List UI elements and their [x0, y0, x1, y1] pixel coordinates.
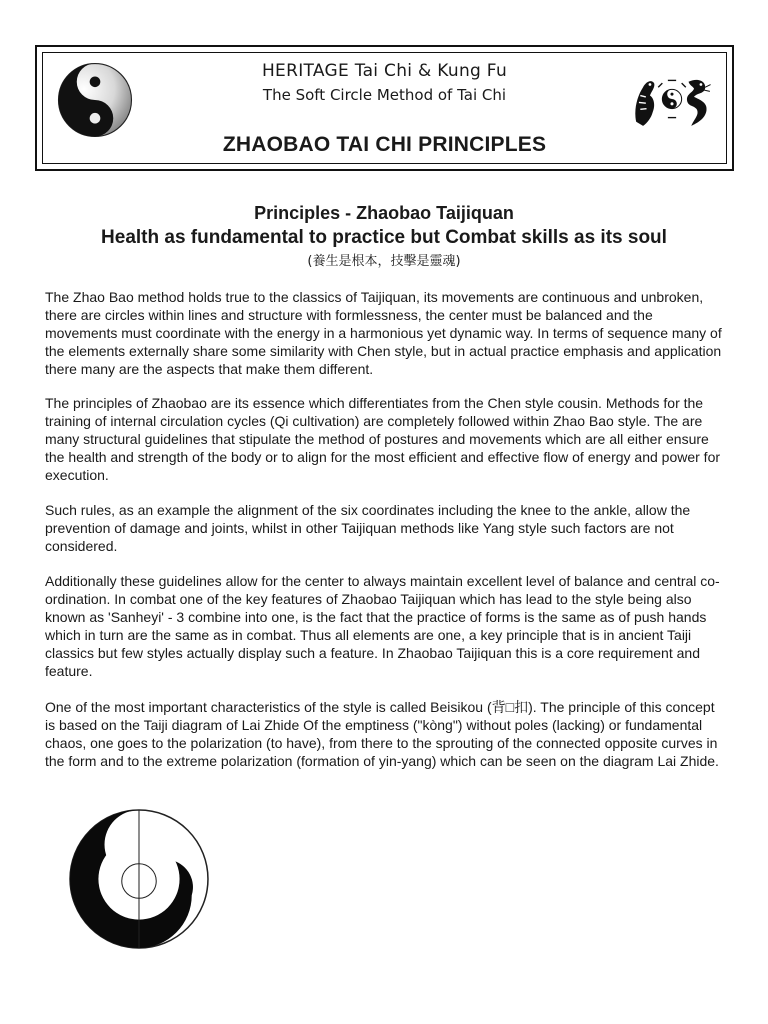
tiger-icon [635, 81, 654, 126]
paragraph-3: Such rules, as an example the alignment of the six coordinates including the knee to the ankle, allow the prevention of damage and joints, whilst in other Taijiquan methods like Yang style such factors are not considered. [45, 502, 691, 554]
header-box [35, 45, 734, 171]
lai-zhide-taiji-diagram [68, 808, 210, 950]
org-name: HERITAGE Tai Chi & Kung Fu [261, 61, 508, 81]
section-subheading: Health as fundamental to practice but Combat skills as its soul [101, 227, 667, 248]
org-tagline: The Soft Circle Method of Tai Chi [262, 86, 507, 104]
paragraph-1: The Zhao Bao method holds true to the classics of Taijiquan, its movements are continuous and unbroken, there are circles within lines and structure with formlessness, the center must be balanced and the movements must coordinate with the energy in a harmonious yet dynamic way. In terms of sequence many of the elements externally share some similarity with Chen style, but in actual practice emphasis and application there many are the aspects that make them different. [45, 289, 722, 377]
section-heading: Principles - Zhaobao Taijiquan [254, 203, 514, 223]
paragraph-2: The principles of Zhaobao are its essence which differentiates from the Chen style cousin. Methods for the training of internal circulation cycles (Qi cultivation) are completely followed within Zhao Bao style. The are many structural guidelines that stipulate the method of postures and movements which are all either ensure the health and strength of the body or to align for the most efficient and effective flow of energy and power for execution. [45, 395, 721, 483]
page-title: ZHAOBAO TAI CHI PRINCIPLES [222, 133, 547, 156]
tiger-dragon-yin-yang-emblem [630, 68, 714, 130]
paragraph-4: Additionally these guidelines allow for the center to always maintain excellent level of balance and central co-ordination. In combat one of the key features of Zhaobao Taijiquan which has lead to the style being also known as 'Sanheyi' - 3 combine into one, is the fact that the practice of forms is the same as of push hands which in turn are the same as in combat. Thus all elements are one, a key principle that is in ancient Taiji classics but few styles actually display such a feature. In Zhaobao Taijiquan this is a core requirement and feature. [45, 573, 720, 679]
dragon-icon [687, 80, 711, 126]
chinese-subtitle: (養生是根本，技擊是靈魂) [307, 254, 461, 269]
center-yin-yang-icon [658, 80, 686, 117]
header-inner-frame [42, 52, 727, 164]
paragraph-5: One of the most important characteristics of the style is called Beisikou (背□扣). The principle of this concept is based on the Taiji diagram of Lai Zhide Of the emptiness ("kòng") without poles (lacking) or fundamental chaos, one goes to the polarization (to have), from there to the sprouting of the connected opposite curves in the form and to the extreme polarization (formation of yin-yang) which can be seen on the diagram Lai Zhide. [45, 699, 719, 769]
